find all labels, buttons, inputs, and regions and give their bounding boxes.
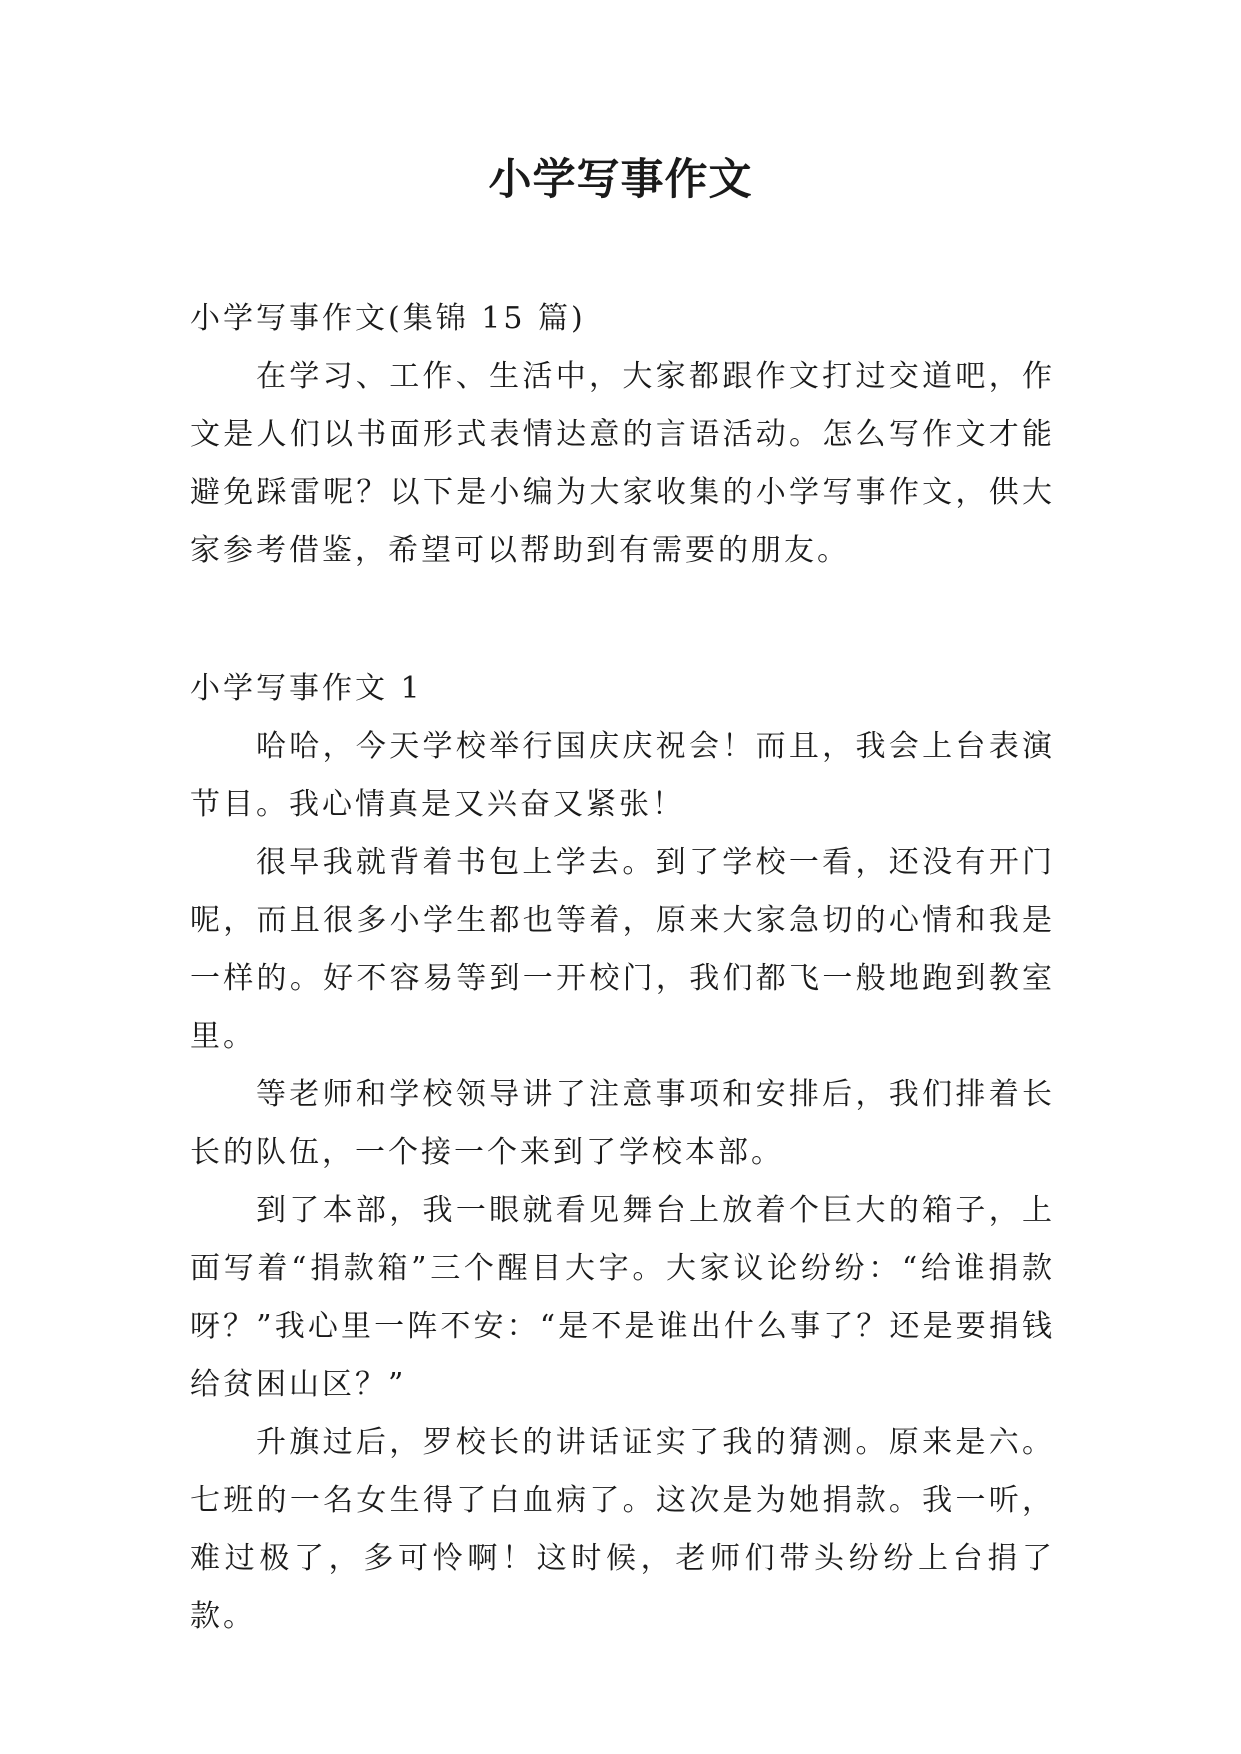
intro-paragraph: 在学习、工作、生活中，大家都跟作文打过交道吧，作文是人们以书面形式表情达意的言语活动。怎么写作文才能避免踩雷呢？以下是小编为大家收集的小学写事作文，供大家参考借鉴，希望可以帮助到有需要的朋友。: [190, 359, 1055, 568]
document-subtitle: 小学写事作文(集锦 15 篇): [190, 301, 586, 336]
body-paragraph: 到了本部，我一眼就看见舞台上放着个巨大的箱子，上面写着“捐款箱”三个醒目大字。大家议论纷纷：“给谁捐款呀？”我心里一阵不安：“是不是谁出什么事了？还是要捐钱给贫困山区？”: [190, 1193, 1055, 1402]
section-gap: [190, 580, 1055, 660]
body-paragraph: 等老师和学校领导讲了注意事项和安排后，我们排着长长的队伍，一个接一个来到了学校本部。: [190, 1077, 1055, 1170]
body-paragraph: 很早我就背着书包上学去。到了学校一看，还没有开门呢，而且很多小学生都也等着，原来大家急切的心情和我是一样的。好不容易等到一开校门，我们都飞一般地跑到教室里。: [190, 845, 1055, 1054]
body-paragraph: 哈哈，今天学校举行国庆庆祝会！而且，我会上台表演节目。我心情真是又兴奋又紧张！: [190, 729, 1055, 822]
document-title: 小学写事作文: [488, 155, 753, 205]
document-body: [190, 290, 1055, 1646]
section-heading: 小学写事作文 1: [190, 671, 423, 706]
body-paragraph: 升旗过后，罗校长的讲话证实了我的猜测。原来是六。七班的一名女生得了白血病了。这次是为她捐款。我一听，难过极了，多可怜啊！这时候，老师们带头纷纷上台捐了款。: [190, 1425, 1055, 1634]
